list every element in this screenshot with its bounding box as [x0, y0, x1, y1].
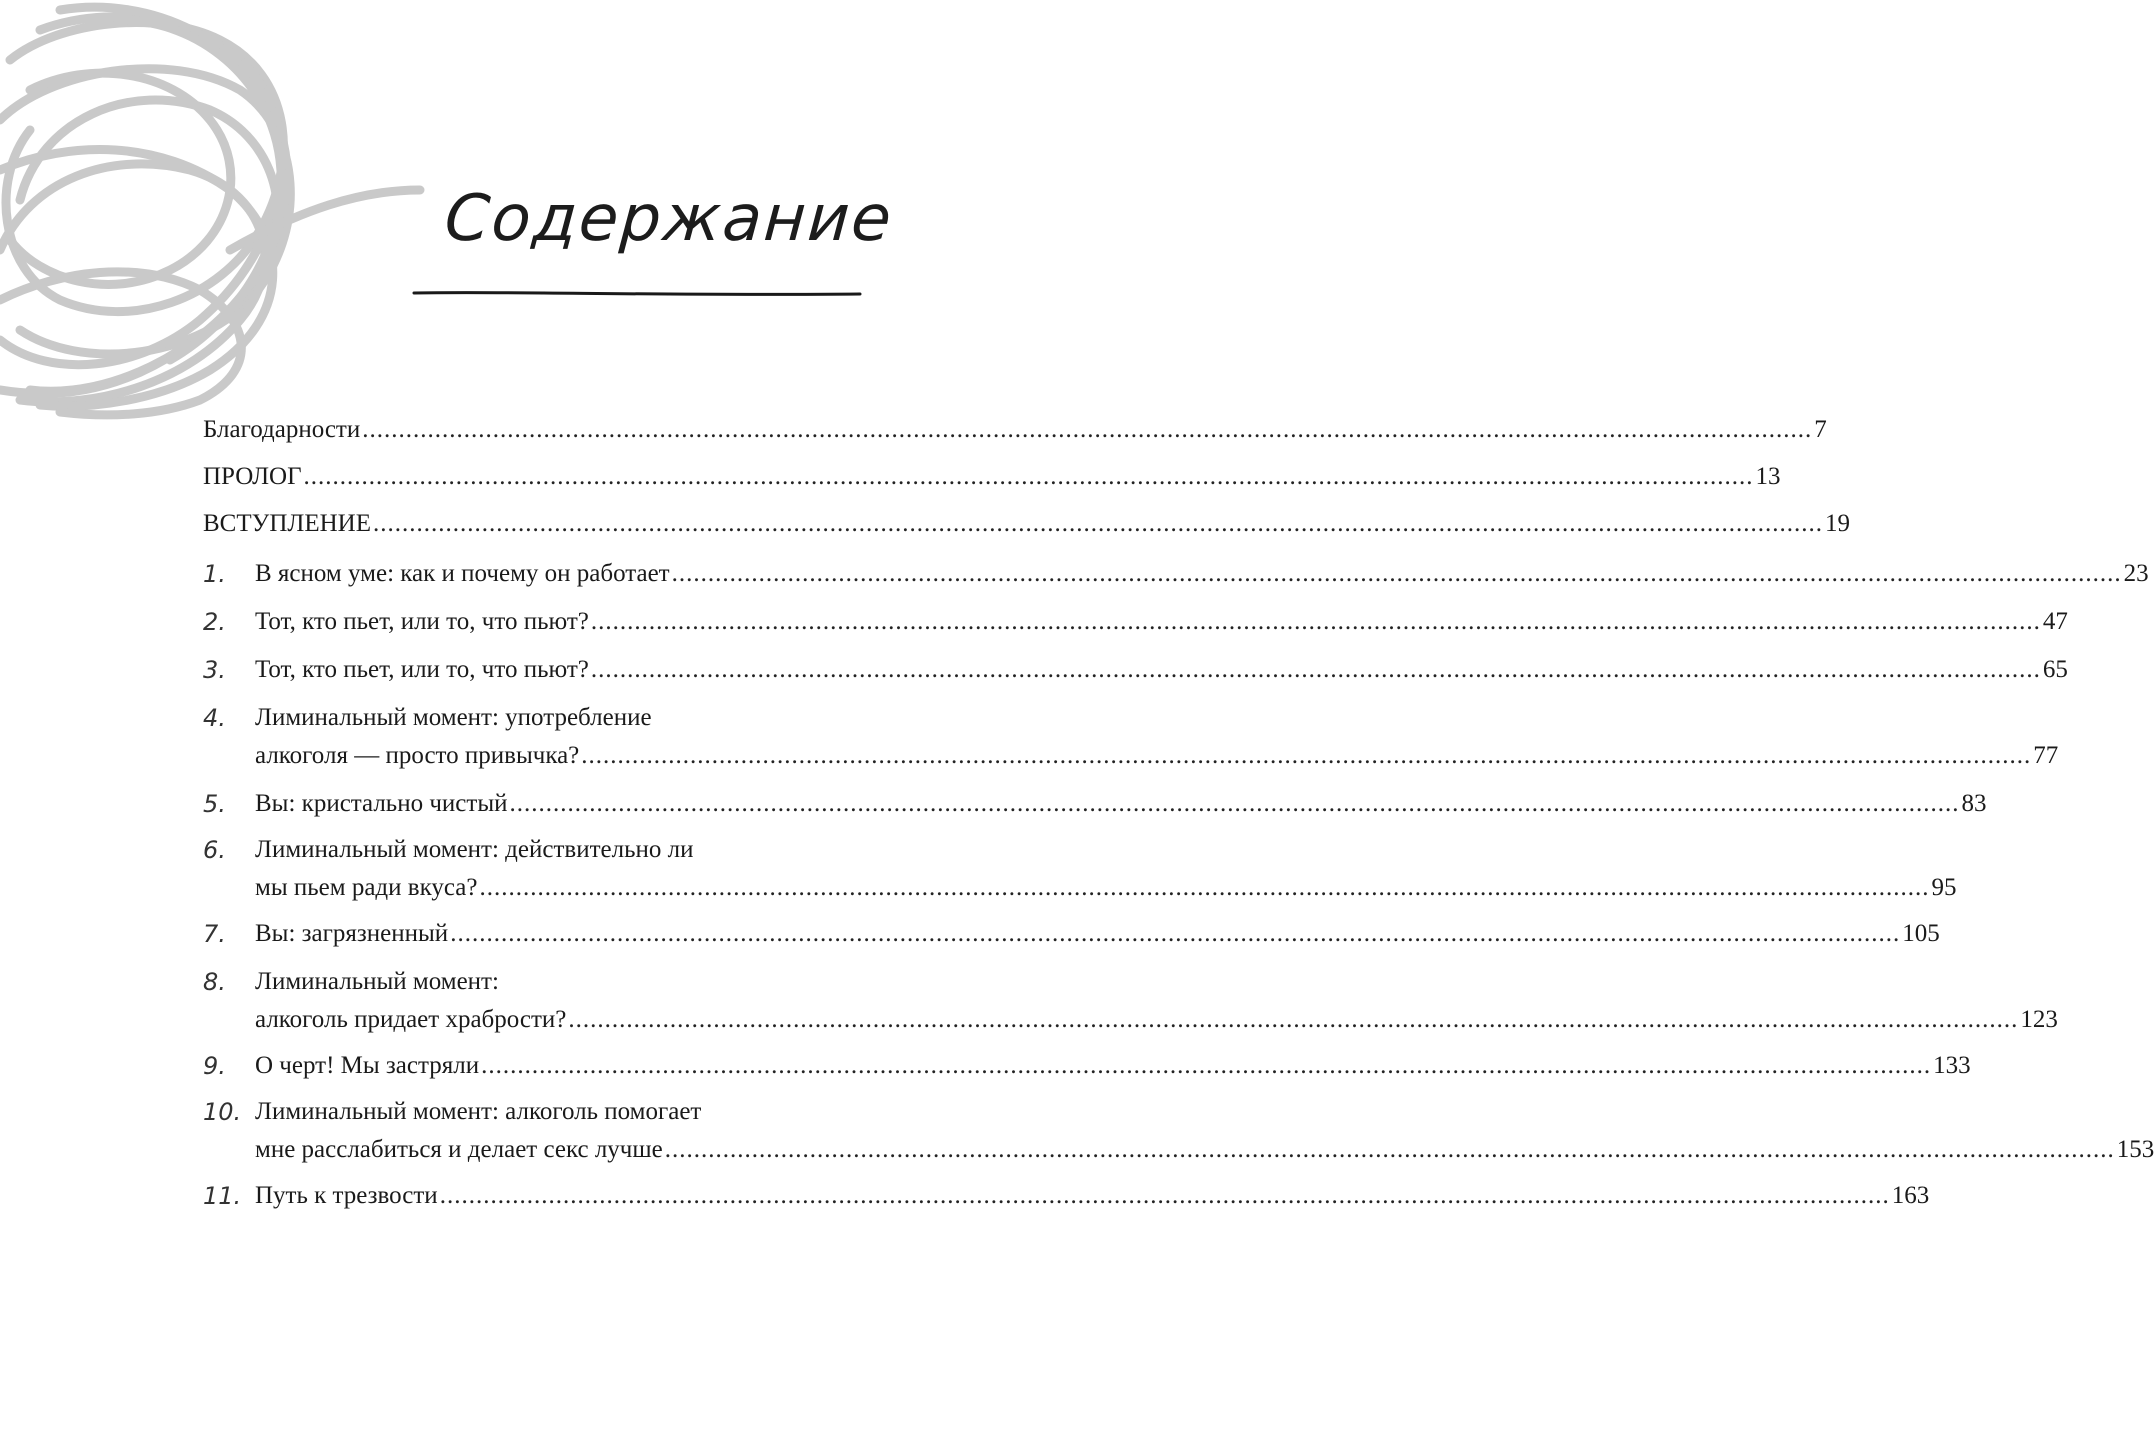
chapter-number: 1.: [203, 560, 226, 588]
chapter-number: 3.: [203, 656, 226, 684]
page-title: Содержание: [442, 182, 896, 256]
page-number: 77: [2033, 742, 2059, 769]
page-number: 105: [1902, 920, 1940, 947]
dot-leader: ........................................................................................................................................................................................................: [590, 608, 2041, 635]
title-underline: [412, 286, 862, 302]
page-number: 95: [1931, 874, 1957, 901]
dot-leader: ........................................................................................................................................................................................................: [362, 416, 1813, 443]
chapter-number: 6.: [203, 836, 226, 864]
dot-leader: ........................................................................................................................................................................................................: [303, 463, 1754, 490]
page-number: 13: [1755, 463, 1781, 490]
dot-leader: ........................................................................................................................................................................................................: [581, 742, 2032, 769]
entry-title: Путь к трезвости: [255, 1182, 438, 1209]
dot-leader: ........................................................................................................................................................................................................: [372, 510, 1823, 537]
dot-leader: ........................................................................................................................................................................................................: [509, 790, 1960, 817]
scribble-decoration: [0, 0, 440, 420]
entry-title: ВСТУПЛЕНИЕ: [203, 510, 371, 537]
dot-leader: ........................................................................................................................................................................................................: [450, 920, 1901, 947]
entry-title: мы пьем ради вкуса?: [255, 874, 478, 901]
entry-title: ПРОЛОГ: [203, 463, 302, 490]
chapter-number: 11.: [203, 1182, 242, 1210]
entry-title: Благодарности: [203, 416, 361, 443]
entry-title-line: Лиминальный момент:: [255, 968, 499, 995]
page-number: 123: [2020, 1006, 2058, 1033]
page-number: 65: [2042, 656, 2068, 683]
entry-title: Вы: загрязненный: [255, 920, 449, 947]
entry-title: Вы: кристально чистый: [255, 790, 508, 817]
dot-leader: ........................................................................................................................................................................................................: [479, 874, 1930, 901]
dot-leader: ........................................................................................................................................................................................................: [590, 656, 2041, 683]
entry-title: В ясном уме: как и почему он работает: [255, 560, 670, 587]
page-number: 153: [2116, 1136, 2154, 1163]
entry-title: Тот, кто пьет, или то, что пьют?: [255, 608, 589, 635]
dot-leader: ........................................................................................................................................................................................................: [568, 1006, 2019, 1033]
dot-leader: ........................................................................................................................................................................................................: [671, 560, 2122, 587]
page-number: 19: [1824, 510, 1850, 537]
page-number: 133: [1933, 1052, 1971, 1079]
entry-title: мне расслабиться и делает секс лучше: [255, 1136, 663, 1163]
page-number: 23: [2123, 560, 2149, 587]
dot-leader: ........................................................................................................................................................................................................: [439, 1182, 1890, 1209]
entry-title: О черт! Мы застряли: [255, 1052, 480, 1079]
chapter-number: 9.: [203, 1052, 226, 1080]
entry-title-line: Лиминальный момент: употребление: [255, 704, 652, 731]
entry-title-line: Лиминальный момент: действительно ли: [255, 836, 694, 863]
page-number: 7: [1814, 416, 1827, 443]
chapter-number: 4.: [203, 704, 226, 732]
page-number: 47: [2042, 608, 2068, 635]
page-number: 83: [1961, 790, 1987, 817]
chapter-number: 8.: [203, 968, 226, 996]
entry-title: алкоголь придает храбрости?: [255, 1006, 567, 1033]
chapter-number: 2.: [203, 608, 226, 636]
dot-leader: ........................................................................................................................................................................................................: [481, 1052, 1932, 1079]
entry-title: алкоголя — просто привычка?: [255, 742, 580, 769]
entry-title: Тот, кто пьет, или то, что пьют?: [255, 656, 589, 683]
dot-leader: ........................................................................................................................................................................................................: [664, 1136, 2115, 1163]
chapter-number: 10.: [203, 1098, 242, 1126]
chapter-number: 7.: [203, 920, 226, 948]
entry-title-line: Лиминальный момент: алкоголь помогает: [255, 1098, 702, 1125]
page-number: 163: [1891, 1182, 1930, 1209]
chapter-number: 5.: [203, 790, 226, 818]
